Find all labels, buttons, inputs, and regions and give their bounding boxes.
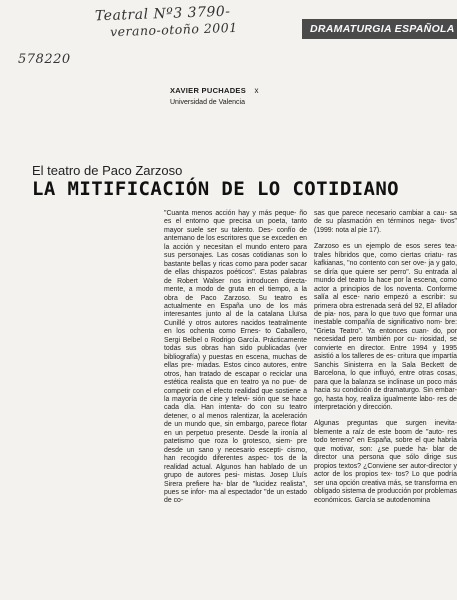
author-name: XAVIER PUCHADES bbox=[170, 86, 247, 95]
section-banner: DRAMATURGIA ESPAÑOLA bbox=[302, 19, 457, 39]
text-column-left bbox=[164, 210, 307, 514]
paragraph: sas que parece necesario cambiar a cau- sa de su plasmación en términos nega- tivos" (1999: nota al pie 17). bbox=[314, 210, 457, 234]
text-column-right bbox=[314, 210, 457, 513]
article-subtitle: El teatro de Paco Zarzoso bbox=[32, 163, 183, 178]
author-block bbox=[170, 80, 259, 106]
paragraph: "Cuanta menos acción hay y más peque- ño es el entorno que precisa un poeta, tanto mayor suele ser su talento. Des- confío de antemano de los escritores que se exceden en la acción y necesitan el mundo entero para sus personajes. Las cosas cotidianas son lo bastante bellas y ricas como para poder sacar de ellas chispazos poéticos". Estas palabras de Robert Walser nos introducen directa- mente, a modo de gruta en el tiempo, a la obra de Paco Zarzoso. Su teatro es actualmente en España uno de los más interesantes junto al de la catalana Lluïsa Cunillé y otros autores nacidos teatralmente en los ochenta como Ernes- to Caballero, Sergi Belbel o Rodrigo García. Prácticamente todas sus obras han sido publicadas (ver bibliografía) y puestas en escena, muchas de ellas pre- miadas. Estos cinco autores, entre otros, han tratado de escapar o reciclar una estética realista que en teatro ya no pue- de competir con el efecto realidad que sostiene a la mayoría de cine y televi- sión que se hace cada día. Han intenta- do con su teatro detener, o al menos ralentizar, la aceleración de un mundo que, sin embargo, parece flotar en un perpetuo presente. Desde la ironía al patetismo que roza lo grotesco, siem- pre desde un sano y necesario escepti- cismo, han recogido diferentes aspec- tos de la realidad actual. Algunos han hablado de un grupo de autores pesi- mistas. Josep Lluís Sirera prefiere ha- blar de "lucidez realista", pues se infor- ma al espectador "de un estado de co- bbox=[164, 210, 307, 505]
handwritten-note-journal: Teatral Nº3 3790- bbox=[94, 3, 231, 25]
author-affiliation: Universidad de Valencia bbox=[170, 99, 245, 106]
handwritten-note-date: verano-otoño 2001 bbox=[109, 19, 238, 40]
handwritten-note-number: 578220 bbox=[18, 52, 71, 67]
paragraph: Zarzoso es un ejemplo de esos seres tea- trales híbridos que, como ciertas criatu- ras kafkianas, "no contento con ser ove- ja y gato, se diría que quiere ser perro". Su entrada al mundo del teatro la hace por la escena, como actor a principios de los noventa. Conforme salía al esce- nario empezó a escribir: su primera obra estrenada será del 92, El afilador de pia- nos, para lo que tuvo que formar una inestable compañía de significativo nom- bre: "Grieta Teatro". Ya entonces cuan- do, por necesidad pero también por cu- riosidad, se convierte en director. Entre 1994 y 1995 asistió a los talleres de es- critura que impartía Sanchis Sinisterra en la Sala Beckett de Barcelona, lo que influyó, entre otras cosas, para que la balanza se inclinase un poco más hacia su condición de dramaturgo. Sin embar- go, hasta hoy, realiza igualmente labo- res de interpretación y dirección. bbox=[314, 243, 457, 411]
author-mark: x bbox=[254, 86, 259, 95]
paragraph: Algunas preguntas que surgen inevita- blemente a raíz de este boom de "auto- res todo terreno" en España, sobre el que habría que motivar, son: ¿se puede ha- blar de director una persona que sólo dirige sus propios textos? ¿Conviene ser autor-director y actor de los propios tex- tos? Lo que podría ser una opción creativa más, se transforma en obligado sistema de producción por problemas económicos. García se autodenomina bbox=[314, 420, 457, 504]
article-title: LA MITIFICACIÓN DE LO COTIDIANO bbox=[32, 178, 400, 200]
